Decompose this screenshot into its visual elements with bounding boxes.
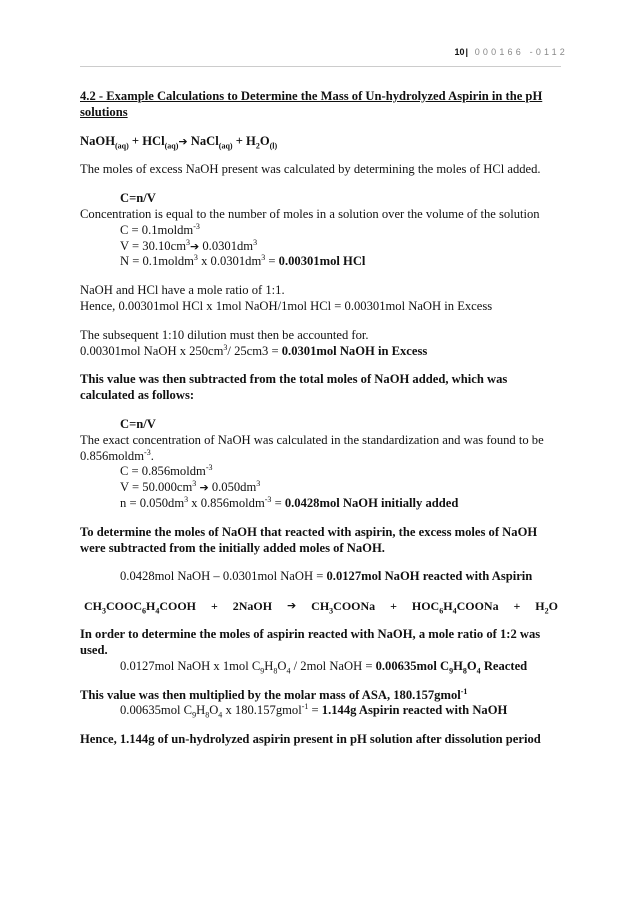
paragraph-moles-excess: The moles of excess NaOH present was calculated by determining the moles of HCl added. xyxy=(80,162,541,177)
calc-dilution: 0.00301mol NaOH x $250cm^3/$ 25cm3 = 0.0301mol NaOH in Excess xyxy=(80,342,428,358)
paragraph-determine-cont: were subtracted from the initially added moles of NaOH. xyxy=(80,540,385,555)
paragraph-hence-ratio: Hence, 0.00301mol HCl x 1mol NaOH/1mol HCl = 0.00301mol NaOH in Excess xyxy=(80,298,493,313)
calc-mass: 0.00635mol $C_9H_8O_4$ x 180.157gmol$^{-1}$ = 1.144g Aspirin reacted with NaOH xyxy=(120,702,508,720)
arrow-icon: ➔ xyxy=(190,239,200,253)
paragraph-mole-ratio: NaOH and HCl have a mole ratio of 1:1. xyxy=(80,283,285,298)
formula-c-n-v: C=n/V xyxy=(120,191,156,206)
arrow-icon: ➔ xyxy=(178,134,188,148)
calc-aspirin-moles: 0.0127mol NaOH x 1mol $C_9H_8O_4 / 2mol$ NaOH = 0.00635mol $C_9H_8O_4$ Reacted xyxy=(120,658,528,676)
paragraph-subtract: This value was then subtracted from the total moles of NaOH added, which was xyxy=(80,372,508,387)
rxn-acetate: $CH_3COONa$ xyxy=(311,599,376,616)
document-body xyxy=(80,89,562,748)
header-rule xyxy=(80,66,561,67)
rxn-water: $H_2O$ xyxy=(535,599,558,616)
calc-reacted: 0.0428mol NaOH – 0.0301mol NaOH = 0.0127mol NaOH reacted with Aspirin xyxy=(120,569,533,584)
paragraph-concentration: Concentration is equal to the number of moles in a solution over the volume of the solution xyxy=(80,206,540,221)
paragraph-exact-concentration-cont: 0.856moldm$^{-3}$. xyxy=(80,447,154,463)
page-number: 10 xyxy=(454,47,465,57)
arrow-icon: ➔ xyxy=(287,599,297,613)
reaction-hydrolysis xyxy=(80,598,562,614)
section-title: 4.2 - Example Calculations to Determine the Mass of Un-hydrolyzed Aspirin in the pH xyxy=(80,89,543,103)
rxn-plus: + xyxy=(210,599,218,614)
rxn-naoh: 2NaOH xyxy=(232,599,273,614)
rxn-salicylate: $HOC_6H_4COONa$ xyxy=(411,599,499,616)
paragraph-exact-concentration: The exact concentration of NaOH was calculated in the standardization and was found to be xyxy=(80,432,544,447)
calc-n1: N = 0.1moldm$^3$ x $0.0301dm^3 = 0.00301mol$ HCl xyxy=(120,253,366,269)
formula-c-n-v-2: C=n/V xyxy=(120,416,156,431)
calc-n2: $n = 0.050dm^3$ x 0.856moldm$^{-3}$ = 0.0428mol NaOH initially added xyxy=(120,494,459,510)
section-title-cont: solutions xyxy=(80,104,128,119)
paragraph-determine: To determine the moles of NaOH that reacted with aspirin, the excess moles of NaOH xyxy=(80,524,538,539)
rxn-plus: + xyxy=(390,599,397,614)
paragraph-subtract-cont: calculated as follows: xyxy=(80,388,195,403)
calc-v1: $V = 30.10cm^3➔$ $0.0301dm^3$ xyxy=(120,237,258,253)
arrow-icon: ➔ xyxy=(199,481,209,495)
paragraph-dilution: The subsequent 1:10 dilution must then be accounted for. xyxy=(80,327,369,342)
paragraph-conclusion: Hence, 1.144g of un-hydrolyzed aspirin present in pH solution after dissolution period xyxy=(80,732,541,747)
paragraph-ratio-2: In order to determine the moles of aspirin reacted with NaOH, a mole ratio of 1:2 was xyxy=(80,627,541,642)
calc-c2: C = 0.856moldm$^{-3}$ xyxy=(120,463,213,479)
calc-v2: $V = 50.000cm^3$ ➔ $0.050dm^3$ xyxy=(120,478,261,495)
calc-c1: C = 0.1moldm$^{-3}$ xyxy=(120,221,200,237)
rxn-plus: + xyxy=(513,599,521,614)
rxn-aspirin: $CH_3COOC_6H_4COOH$ xyxy=(84,599,197,616)
paragraph-ratio-2-cont: used. xyxy=(80,642,108,657)
paragraph-multiplied: This value was then multiplied by the molar mass of ASA, 180.157gmol$^{-1}$ xyxy=(80,686,468,702)
header-ref: 000166 -0112 xyxy=(474,47,568,57)
header-separator: | xyxy=(465,47,468,57)
page-header xyxy=(454,47,568,57)
reaction-neutralization: NaOH$_{(aq)}$ + HCl$_{(aq)}$➔ NaCl$_{(aq)}$ + $H_2O_{(l)}$ xyxy=(80,133,278,151)
